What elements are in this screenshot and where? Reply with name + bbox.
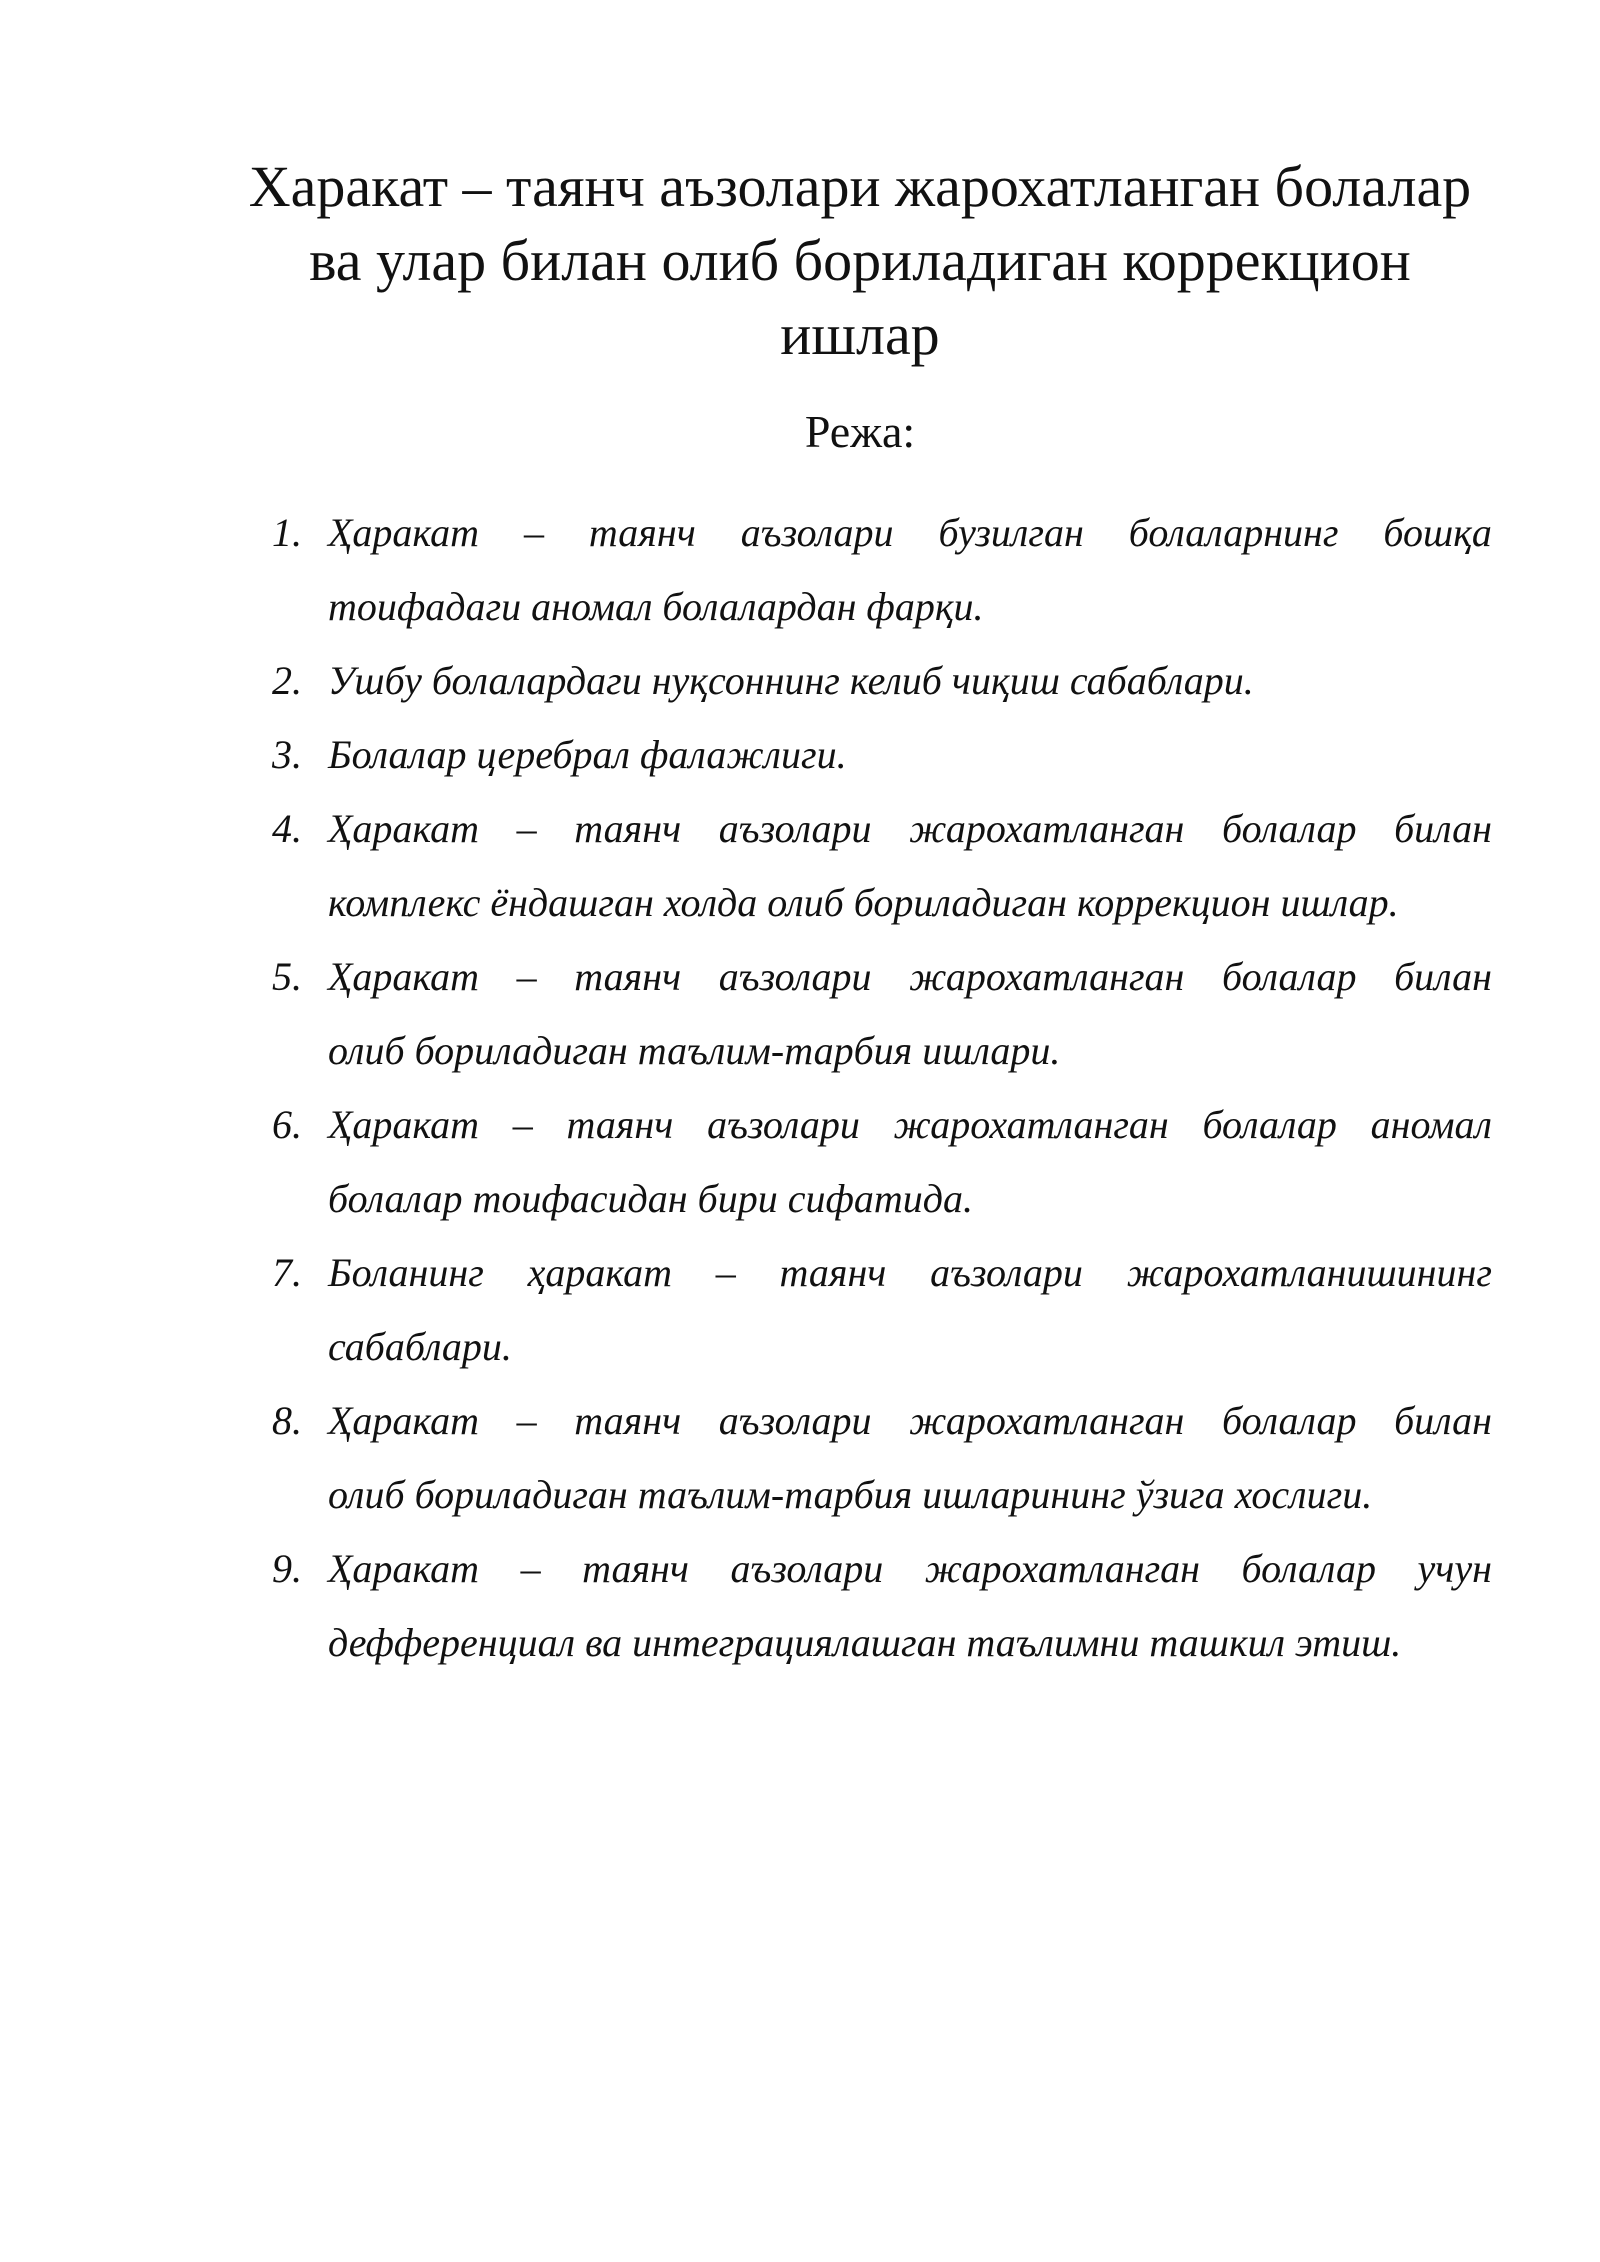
plan-item-word: – xyxy=(516,954,537,999)
plan-item-word: – xyxy=(512,1102,533,1147)
plan-item-word: бузилган xyxy=(938,510,1084,555)
plan-item-word: жарохатланган xyxy=(909,954,1185,999)
plan-item xyxy=(272,1384,1492,1532)
plan-item-word: аъзолари xyxy=(718,806,872,851)
plan-item-word: болалар xyxy=(1222,1398,1357,1443)
plan-item xyxy=(272,496,1492,644)
plan-item-line: дефференциал ва интеграциялашган таълимни ташкил этиш. xyxy=(328,1620,1402,1665)
plan-item-number: 6. xyxy=(272,1102,302,1147)
plan-item-number: 4. xyxy=(272,806,302,851)
title-line: Харакат – таянч аъзолари жарохатланган болалар xyxy=(248,154,1472,219)
plan-item xyxy=(272,1088,1492,1236)
plan-item-word: болалар xyxy=(1241,1546,1376,1591)
plan-item-line xyxy=(328,1236,1492,1310)
plan-item-line xyxy=(328,1088,1492,1162)
plan-item xyxy=(272,644,1492,718)
plan-item-line: олиб бориладиган таълим-тарбия ишларининг ўзига хослиги. xyxy=(328,1472,1373,1517)
plan-item-word: Ҳаракат xyxy=(328,806,480,851)
plan-item-line xyxy=(328,496,1492,570)
plan-item-word: Ҳаракат xyxy=(328,510,480,555)
plan-item-word: таянч xyxy=(574,1398,682,1443)
plan-item-word: – xyxy=(520,1546,541,1591)
plan-item-word: таянч xyxy=(574,806,682,851)
plan-item-word: болаларнинг xyxy=(1128,510,1339,555)
plan-item-word: – xyxy=(516,806,537,851)
plan-item-number: 2. xyxy=(272,658,302,703)
plan-item-word: таянч xyxy=(574,954,682,999)
plan-item-word: болалар xyxy=(1222,806,1357,851)
plan-item-number: 9. xyxy=(272,1546,302,1591)
plan-item-word: Ҳаракат xyxy=(328,1398,480,1443)
plan-item-word: – xyxy=(523,510,544,555)
plan-item-word: Ҳаракат xyxy=(328,1102,480,1147)
plan-item-word: Ҳаракат xyxy=(328,954,480,999)
title-line: ва улар билан олиб бориладиган коррекцион xyxy=(309,228,1411,293)
plan-item-word: – xyxy=(715,1250,736,1295)
plan-item-word: ҳаракат xyxy=(527,1250,672,1295)
plan-item-word: – xyxy=(516,1398,537,1443)
plan-item xyxy=(272,1532,1492,1680)
plan-item-word: бошқа xyxy=(1383,510,1492,555)
title-line: ишлар xyxy=(780,302,940,367)
plan-item-line: сабаблари. xyxy=(328,1324,512,1369)
plan-item-number: 1. xyxy=(272,510,302,555)
plan-item xyxy=(272,1236,1492,1384)
plan-item-line: Болалар церебрал фалажлиги. xyxy=(328,732,847,777)
plan-item-word: Боланинг xyxy=(328,1250,484,1295)
plan-item-line: олиб бориладиган таълим-тарбия ишлари. xyxy=(328,1028,1061,1073)
plan-item xyxy=(272,718,1492,792)
plan-item-word: болалар xyxy=(1202,1102,1337,1147)
plan-item-word: аъзолари xyxy=(718,954,872,999)
plan-item-word: аъзолари xyxy=(718,1398,872,1443)
plan-item-line xyxy=(328,1384,1492,1458)
plan-item-line: болалар тоифасидан бири сифатида. xyxy=(328,1176,973,1221)
plan-item-word: жарохатланган xyxy=(893,1102,1169,1147)
plan-item-word: аъзолари xyxy=(930,1250,1083,1295)
plan-item-number: 8. xyxy=(272,1398,302,1443)
plan-heading: Режа: xyxy=(804,406,916,457)
plan-item-word: таянч xyxy=(779,1250,887,1295)
plan-item-word: жарохатланишининг xyxy=(1126,1250,1492,1295)
plan-item xyxy=(272,792,1492,940)
document-title xyxy=(220,150,1500,372)
plan-item-word: жарохатланган xyxy=(909,1398,1185,1443)
plan-item-line xyxy=(328,940,1492,1014)
plan-item-line xyxy=(328,1532,1492,1606)
plan-item-word: жарохатланган xyxy=(924,1546,1201,1591)
plan-item-line xyxy=(328,792,1492,866)
plan-item-word: аъзолари xyxy=(740,510,894,555)
plan-item-number: 5. xyxy=(272,954,302,999)
plan-item-number: 7. xyxy=(272,1250,302,1295)
plan-list xyxy=(272,496,1492,1680)
plan-item-number: 3. xyxy=(272,732,302,777)
plan-item-word: аъзолари xyxy=(730,1546,884,1591)
plan-item-word: таянч xyxy=(566,1102,674,1147)
plan-item-line: тоифадаги аномал болалардан фарқи. xyxy=(328,584,984,629)
plan-item-word: билан xyxy=(1394,1398,1492,1443)
plan-item-word: Ҳаракат xyxy=(328,1546,480,1591)
plan-item-word: таянч xyxy=(588,510,696,555)
plan-item xyxy=(272,940,1492,1088)
plan-item-word: аъзолари xyxy=(707,1102,860,1147)
plan-item-word: болалар xyxy=(1222,954,1357,999)
plan-item-word: аномал xyxy=(1370,1102,1492,1147)
plan-item-word: жарохатланган xyxy=(909,806,1185,851)
plan-item-word: билан xyxy=(1394,806,1492,851)
plan-item-line: комплекс ёндашган холда олиб бориладиган коррекцион ишлар. xyxy=(328,880,1399,925)
plan-item-word: учун xyxy=(1417,1546,1492,1591)
plan-item-word: таянч xyxy=(582,1546,689,1591)
plan-item-word: билан xyxy=(1394,954,1492,999)
plan-item-line: Ушбу болалардаги нуқсоннинг келиб чиқиш сабаблари. xyxy=(328,658,1254,703)
